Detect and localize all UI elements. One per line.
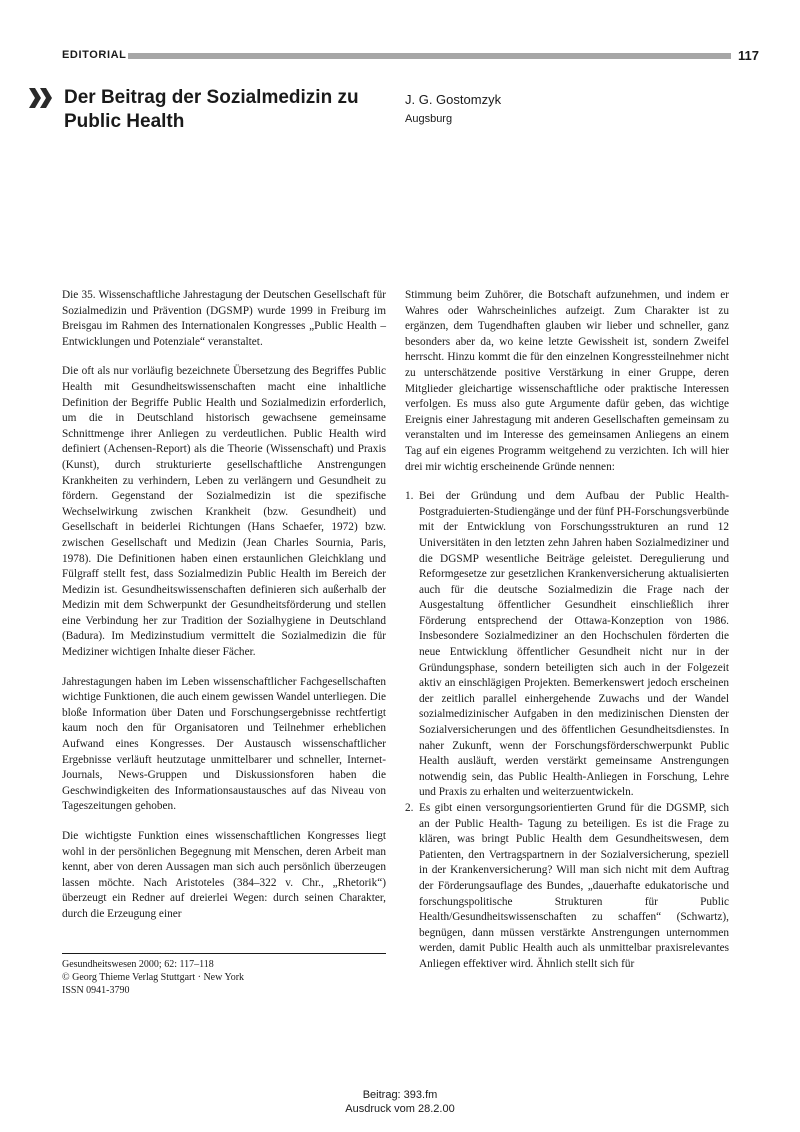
list-item-text: Bei der Gründung und dem Aufbau der Public Health-Postgraduierten-Studiengänge und der fünf PH-Forschungsverbünde mit der Entwicklung von Forschungsstrukturen an rund 12 Universitäten in den letzten zehn Jahren haben Sozialmediziner und die DGSMP wesentliche Beiträge geleistet. Deregulierung und Reformgesetze zur gesetzlichen Krankenversicherung aktualisierten auch für die deutsche Sozialmedizin die Frage nach der Ausgestaltung öffentlicher Gesundheit einschließlich ihrer Förderung entsprechend der Ottawa-Konzeption von 1986. Insbesondere Sozialmediziner an den Hochschulen förderten die neue Entwicklung öffentlicher Gesundheit nicht nur in der Gründungsphase, sondern beteiligten sich auch in der Folgezeit aktiv an einschlägigen Projekten. Bemerkenswert jedoch erscheinen der zeitlich parallel einhergehende Zuwachs und der Wandel sozialmedizinischer Aufgaben in den medizinischen Diensten der Sozialversicherungen und des öffentlichen Gesundheitsdienstes. In naher Zukunft, wenn der Forschungsförderschwerpunkt Public Health ausläuft, werden verstärkt gemeinsame Anstrengungen notwendig sein, das Public Health-Anliegen in Forschung, Lehre und Praxis zu erhalten und weiterzuentwickeln. bbox=[419, 490, 729, 799]
article-title: Der Beitrag der Sozialmedizin zu Public Health bbox=[64, 87, 359, 132]
footer-rule bbox=[62, 953, 386, 954]
double-chevron-icon bbox=[29, 88, 53, 108]
body-column-left bbox=[62, 288, 386, 937]
header-rule bbox=[128, 53, 731, 59]
author-affiliation: Augsburg bbox=[405, 113, 453, 125]
body-paragraph: Die wichtigste Funktion eines wissenschaftlichen Kongresses liegt wohl in der persönlichen Begegnung mit Menschen, deren Arbeit man kennt, aber von deren Aussagen man sich auch persönlich überzeugen lassen möchte. Nach Aristoteles (384–322 v. Chr., „Rhetorik“) überzeugt ein Redner auf dreierlei Wegen: durch seinen Charakter, durch die Erzeugung einer bbox=[62, 830, 386, 920]
body-column-right bbox=[405, 288, 729, 973]
body-paragraph: Stimmung beim Zuhörer, die Botschaft aufzunehmen, und indem er Wahres oder Wahrscheinliches aufzeigt. Zum Charakter ist zu ergänzen, dem Tugendhaften glauben wir lieber und schneller, ganz besonders aber da, wo keine letzte Gewissheit ist, sondern Zweifel herrscht. Hinzu kommt die für den einzelnen Kongressteilnehmer nicht zu unterschätzende positive Verstärkung in einer Gruppe, deren Mitglieder gleichartige wissenschaftliche oder praktische Interessen verfolgen. Es muss also gute Argumente dafür geben, das wichtige Ereignis einer Jahrestagung mit anderen Gesellschaften gemeinsam zu veranstalten und im Interesse des gemeinsamen Anliegens an einem Tag auf ein eigenes Programm weitgehend zu verzichten. Ich will hier drei mir wichtig erscheinende Gründe nennen: bbox=[405, 289, 729, 473]
list-item bbox=[405, 801, 729, 973]
print-file: Beitrag: 393.fm bbox=[362, 1089, 438, 1101]
page-number: 117 bbox=[738, 48, 759, 63]
list-item bbox=[405, 489, 729, 801]
section-label: EDITORIAL bbox=[62, 49, 127, 61]
list-item-number: 2. bbox=[405, 802, 414, 814]
body-paragraph: Jahrestagungen haben im Leben wissenschaftlicher Fachgesellschaften wichtige Funktionen, die auch einem gewissen Wandel unterliegen. Die bloße Information über Daten und Forschungsergebnisse rechtfertigt kaum noch den für Organisatoren und Teilnehmer erheblichen Aufwand eines Kongresses. Der Austausch wissenschaftlicher Ergebnisse verläuft heutzutage unmittelbarer und schneller, Internet-Journals, News-Gruppen und Diskussionsforen haben die Geschwindigkeiten des Informationsaustausches auf das Niveau von Tageszeitungen gehoben. bbox=[62, 675, 386, 813]
body-paragraph: Die oft als nur vorläufig bezeichnete Übersetzung des Begriffes Public Health mit Gesundheitswissenschaften macht eine inhaltliche Definition der Begriffe Public Health und Sozialmedizin erforderlich, um die in Deutschland historisch gewachsene gemeinsame Schnittmenge ihrer Anliegen zu verdeutlichen. Public Health wird definiert (Achensen-Report) als die Theorie (Wissenschaft) und Praxis (Kunst), durch strukturierte gesellschaftliche Anstrengungen Krankheiten zu verhindern, Leben zu verlängern und Gesundheit zu fördern. Gegenstand der Sozialmedizin ist die spezifische Wechselwirkung zwischen Krankheit (bzw. Gesundheit) und Gesellschaft in beiderlei Richtungen (Hans Schaefer, 1972) bzw. zwischen Gesellschaft und Medizin (Jean Charles Sournia, Paris, 1978). Die Definitionen haben einen erstaunlichen Gleichklang und Fülgraff stellt fest, dass Sozialmedizin Public Health im Bereich der Medizin ist. Gesundheitswissenschaften definieren sich außerhalb der Medizin mit dem Schwerpunkt der Gesundheitsförderung und stellen eine Verbindung her zur Tradition der Sozialhygiene in Deutschland (Badura). Im Medizinstudium vermittelt die Sozialmedizin die für Mediziner wichtigen Inhalte dieser Fächer. bbox=[62, 365, 386, 659]
journal-citation: Gesundheitswesen 2000; 62: 117–118 bbox=[62, 959, 214, 970]
print-info bbox=[0, 1088, 800, 1116]
list-item-text: Es gibt einen versorgungsorientierten Grund für die DGSMP, sich an der Public Health- Tagung zu beteiligen. Es ist die Frage zu klären, was bringt Public Health dem Gesundheitswesen, dem Patienten, den Vertragspartnern in der Sozialversicherung, speziell in der Krankenversicherung? Will man sich nicht mit dem Auftrag der Förderungsauflage des Bundes, „dauerhafte edukatorische und forschungspolitische Strukturen für Public Health/Gesundheitswissenschaften zu schaffen“ (Schwartz), begnügen, dann müssen verstärkte Anstrengungen unternommen werden, damit Public Health auch als unmittelbar praxisrelevantes Anliegen effektiver wird. Ähnlich stellt sich für bbox=[419, 802, 729, 970]
issn: ISSN 0941-3790 bbox=[62, 985, 130, 996]
print-date: Ausdruck vom 28.2.00 bbox=[345, 1103, 455, 1115]
body-paragraph: Die 35. Wissenschaftliche Jahrestagung der Deutschen Gesellschaft für Sozialmedizin und Prävention (DGSMP) wurde 1999 in Freiburg im Breisgau im Rahmen des Internationalen Kongresses „Public Health – Entwicklungen und Potenziale“ veranstaltet. bbox=[62, 289, 386, 348]
numbered-list bbox=[405, 489, 729, 972]
publisher-copyright: © Georg Thieme Verlag Stuttgart · New York bbox=[62, 972, 245, 983]
list-item-number: 1. bbox=[405, 490, 414, 503]
author-name: J. G. Gostomzyk bbox=[405, 92, 502, 107]
publication-info bbox=[62, 958, 392, 997]
